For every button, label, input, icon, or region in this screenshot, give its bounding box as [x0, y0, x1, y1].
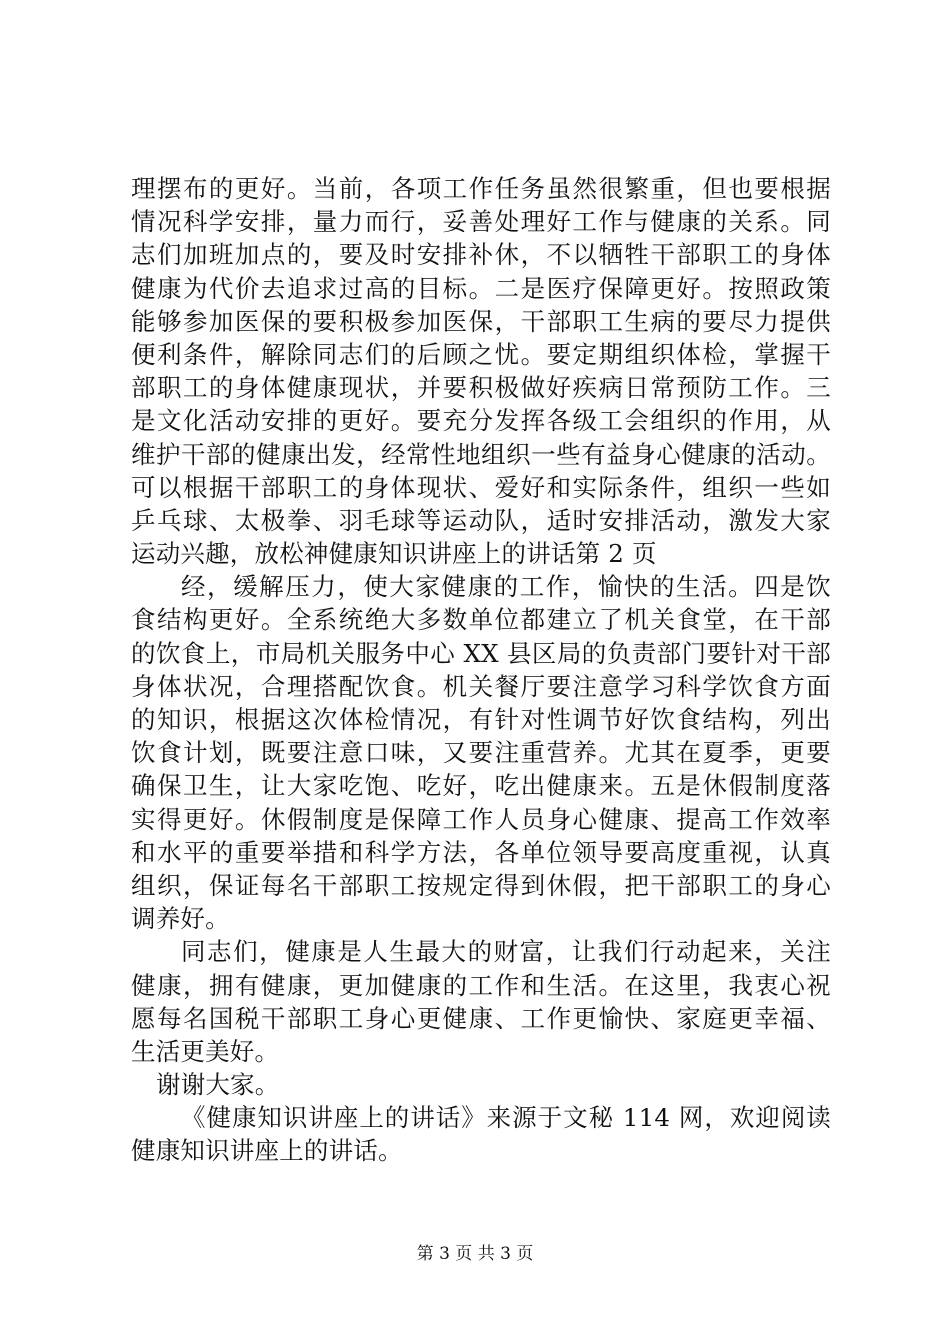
text-line: 饮食计划，既要注意口味，又要注重营养。尤其在夏季，更要	[131, 738, 831, 768]
text-line: 理摆布的更好。当前，各项工作任务虽然很繁重，但也要根据	[131, 174, 831, 203]
text-line: 的知识，根据这次体检情况，有针对性调节好饮食结构，列出	[131, 705, 831, 734]
text-line: 《健康知识讲座上的讲话》来源于文秘 114 网，欢迎阅读	[181, 1103, 831, 1133]
text-line: 确保卫生，让大家吃饱、吃好，吃出健康来。五是休假制度落	[131, 771, 831, 801]
text-line: 实得更好。休假制度是保障工作人员身心健康、提高工作效率	[131, 804, 831, 834]
text-line: 健康为代价去追求过高的目标。二是医疗保障更好。按照政策	[131, 273, 831, 303]
text-line: 部职工的身体健康现状，并要积极做好疾病日常预防工作。三	[131, 373, 831, 403]
text-line: 情况科学安排，量力而行，妥善处理好工作与健康的关系。同	[131, 207, 831, 237]
text-line: 运动兴趣，放松神健康知识讲座上的讲话第 2 页	[131, 539, 657, 569]
text-line: 能够参加医保的要积极参加医保，干部职工生病的要尽力提供	[131, 306, 831, 336]
text-line: 组织，保证每名干部职工按规定得到休假，把干部职工的身心	[131, 870, 831, 900]
text-line: 的饮食上，市局机关服务中心 XX 县区局的负责部门要针对干部	[131, 638, 831, 668]
text-line: 调养好。	[131, 904, 230, 934]
text-line: 便利条件，解除同志们的后顾之忧。要定期组织体检，掌握干	[131, 339, 831, 369]
page-footer: 第 3 页 共 3 页	[416, 1244, 534, 1264]
text-line: 同志们，健康是人生最大的财富，让我们行动起来，关注	[181, 937, 831, 967]
text-line: 健康知识讲座上的讲话。	[131, 1136, 403, 1166]
text-line: 谢谢大家。	[156, 1070, 280, 1100]
text-line: 和水平的重要举措和科学方法，各单位领导要高度重视，认真	[131, 837, 831, 867]
text-line: 健康，拥有健康，更加健康的工作和生活。在这里，我衷心祝	[131, 970, 831, 1000]
text-line: 食结构更好。全系统绝大多数单位都建立了机关食堂，在干部	[131, 605, 831, 635]
text-line: 身体状况，合理搭配饮食。机关餐厅要注意学习科学饮食方面	[131, 671, 831, 701]
text-line: 可以根据干部职工的身体现状、爱好和实际条件，组织一些如	[131, 472, 831, 502]
text-line: 志们加班加点的，要及时安排补休，不以牺牲干部职工的身体	[131, 240, 831, 270]
text-line: 是文化活动安排的更好。要充分发挥各级工会组织的作用，从	[131, 406, 831, 436]
text-line: 乒乓球、太极拳、羽毛球等运动队，适时安排活动，激发大家	[131, 505, 831, 535]
text-line: 经，缓解压力，使大家健康的工作，愉快的生活。四是饮	[181, 572, 831, 602]
text-line: 愿每名国税干部职工身心更健康、工作更愉快、家庭更幸福、	[131, 1003, 831, 1033]
text-line: 生活更美好。	[131, 1036, 280, 1066]
document-body	[131, 172, 831, 1168]
text-line: 维护干部的健康出发，经常性地组织一些有益身心健康的活动。	[131, 439, 831, 469]
